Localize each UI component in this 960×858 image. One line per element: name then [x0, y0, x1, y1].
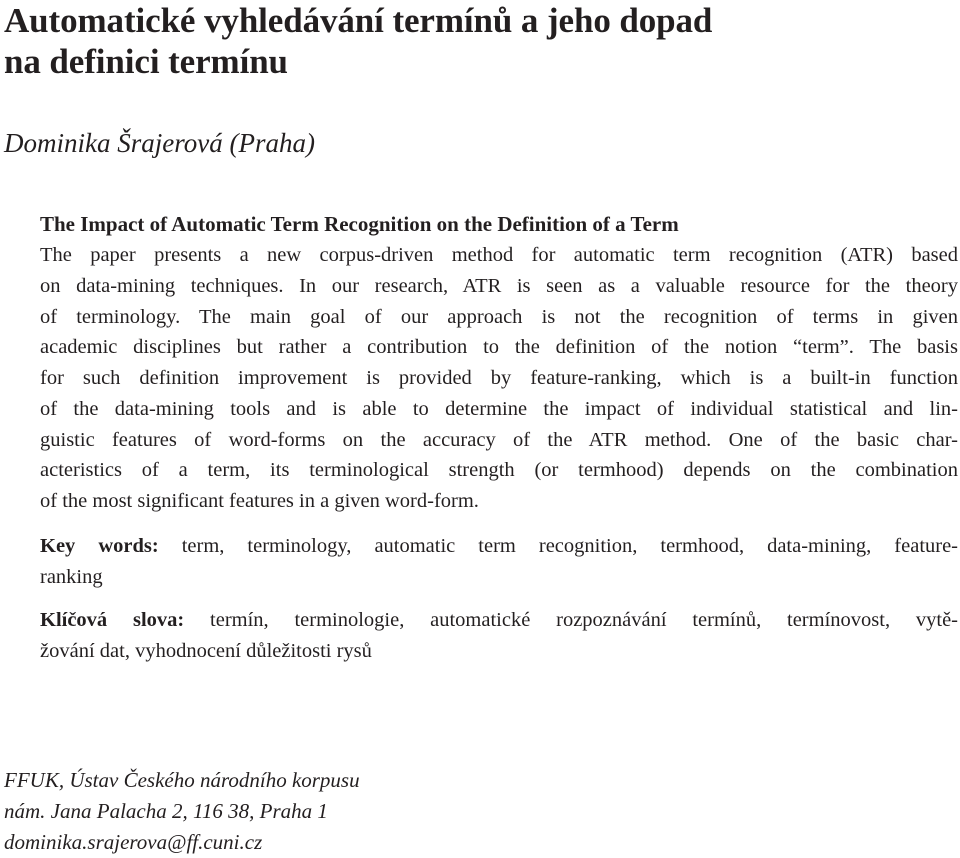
email-address: dominika.srajerova@ff.cuni.cz: [4, 830, 263, 854]
author-name: Dominika Šrajerová (Praha): [4, 128, 315, 158]
abstract-line: The paper presents a new corpus-driven method for automatic term recognition (ATR) based: [40, 244, 958, 266]
czech-keywords-line-2: žování dat, vyhodnocení důležitosti rysů: [40, 639, 372, 662]
abstract-line: of the most significant features in a given word-form.: [40, 490, 479, 512]
keywords-czech: [40, 605, 958, 667]
czech-keywords-label: Klíčová slova:: [40, 608, 185, 631]
abstract-section: [40, 209, 958, 667]
keywords-line-2: ranking: [40, 565, 103, 588]
abstract-line: on data-mining techniques. In our research, ATR is seen as a valuable resource for the theory: [40, 274, 958, 297]
paper-title-line-1: Automatické vyhledávání termínů a jeho dopad: [4, 1, 713, 40]
paper-title-line-2: na definici termínu: [4, 42, 288, 81]
paper-title: [4, 0, 934, 82]
czech-keywords-text-1: termín, terminologie, automatické rozpoznávání termínů, termínovost, vytě-: [184, 608, 958, 631]
affiliation-block: [4, 765, 360, 858]
keywords-english: [40, 531, 958, 593]
address: nám. Jana Palacha 2, 116 38, Praha 1: [4, 799, 328, 823]
abstract-line: guistic features of word-forms on the accuracy of the ATR method. One of the basic char-: [40, 428, 958, 451]
keywords-line-1: [40, 531, 958, 562]
abstract-line: of the data-mining tools and is able to determine the impact of individual statistical and lin-: [40, 397, 958, 420]
abstract-line: for such definition improvement is provided by feature-ranking, which is a built-in function: [40, 367, 958, 389]
english-title: The Impact of Automatic Term Recognition on the Definition of a Term: [40, 212, 679, 236]
czech-keywords-line-1: [40, 605, 958, 636]
keywords-text-1: term, terminology, automatic term recognition, termhood, data-mining, feature-: [158, 534, 959, 557]
abstract-text: [40, 240, 958, 517]
institution: FFUK, Ústav Českého národního korpusu: [4, 768, 360, 792]
keywords-label: Key words:: [40, 534, 159, 557]
abstract-line: acteristics of a term, its terminological strength (or termhood) depends on the combination: [40, 459, 958, 482]
abstract-line: of terminology. The main goal of our approach is not the recognition of terms in given: [40, 305, 958, 328]
abstract-line: academic disciplines but rather a contribution to the definition of the notion “term”. The basis: [40, 336, 958, 359]
